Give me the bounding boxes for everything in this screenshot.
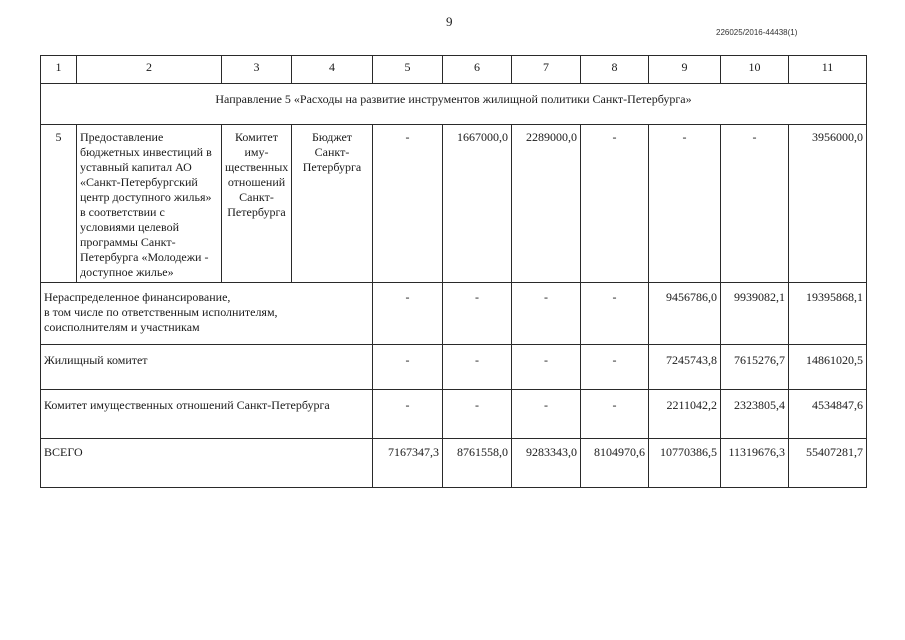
column-number: 4 (292, 56, 373, 84)
column-number-row (41, 56, 867, 84)
value-cell: - (581, 283, 649, 345)
item-number: 5 (41, 125, 77, 283)
value-cell: 9456786,0 (649, 283, 721, 345)
column-number: 3 (222, 56, 292, 84)
column-number: 2 (77, 56, 222, 84)
value-cell: 3956000,0 (789, 125, 867, 283)
value-cell: - (649, 125, 721, 283)
value-cell: - (512, 390, 581, 439)
value-cell: 19395868,1 (789, 283, 867, 345)
value-cell: 9939082,1 (721, 283, 789, 345)
column-number: 6 (443, 56, 512, 84)
value-cell: 8761558,0 (443, 439, 512, 488)
value-cell: - (581, 390, 649, 439)
value-cell: - (373, 390, 443, 439)
value-cell: 7245743,8 (649, 345, 721, 390)
value-cell: - (443, 390, 512, 439)
value-cell: - (512, 345, 581, 390)
value-cell: - (721, 125, 789, 283)
value-cell: 2323805,4 (721, 390, 789, 439)
total-row (41, 439, 867, 488)
value-cell: - (373, 283, 443, 345)
value-cell: - (443, 283, 512, 345)
column-number: 10 (721, 56, 789, 84)
value-cell: - (373, 345, 443, 390)
document-code: 226025/2016-44438(1) (716, 28, 798, 37)
column-number: 1 (41, 56, 77, 84)
value-cell: - (581, 125, 649, 283)
row-label: Нераспределенное финансирование, в том числе по ответственным исполнителям, соисполнителям и участникам (41, 283, 373, 345)
column-number: 9 (649, 56, 721, 84)
value-cell: 4534847,6 (789, 390, 867, 439)
table-row (41, 390, 867, 439)
value-cell: 10770386,5 (649, 439, 721, 488)
value-cell: - (443, 345, 512, 390)
value-cell: 2289000,0 (512, 125, 581, 283)
column-number: 11 (789, 56, 867, 84)
value-cell: 7167347,3 (373, 439, 443, 488)
row-label: Жилищный комитет (41, 345, 373, 390)
total-label: ВСЕГО (41, 439, 373, 488)
value-cell: 55407281,7 (789, 439, 867, 488)
item-executor: Комитет иму-щественных отношений Санкт-Петербурга (222, 125, 292, 283)
value-cell: 1667000,0 (443, 125, 512, 283)
column-number: 5 (373, 56, 443, 84)
value-cell: 7615276,7 (721, 345, 789, 390)
value-cell: 9283343,0 (512, 439, 581, 488)
row-label: Комитет имущественных отношений Санкт-Петербурга (41, 390, 373, 439)
item-name: Предоставление бюджетных инвестиций в уставный капитал АО «Санкт-Петербургский центр доступного жилья» в соответствии с условиями целевой программы Санкт-Петербурга «Молодежи - доступное жилье» (77, 125, 222, 283)
table-row (41, 283, 867, 345)
table-row (41, 125, 867, 283)
value-cell: 8104970,6 (581, 439, 649, 488)
table-row (41, 345, 867, 390)
column-number: 8 (581, 56, 649, 84)
value-cell: - (581, 345, 649, 390)
value-cell: - (373, 125, 443, 283)
value-cell: 2211042,2 (649, 390, 721, 439)
direction-title: Направление 5 «Расходы на развитие инструментов жилищной политики Санкт-Петербурга» (41, 84, 867, 125)
direction-row (41, 84, 867, 125)
value-cell: 11319676,3 (721, 439, 789, 488)
value-cell: 14861020,5 (789, 345, 867, 390)
value-cell: - (512, 283, 581, 345)
page-number: 9 (446, 14, 453, 29)
column-number: 7 (512, 56, 581, 84)
item-funding-source: Бюджет Санкт-Петербурга (292, 125, 373, 283)
budget-table (40, 55, 867, 488)
